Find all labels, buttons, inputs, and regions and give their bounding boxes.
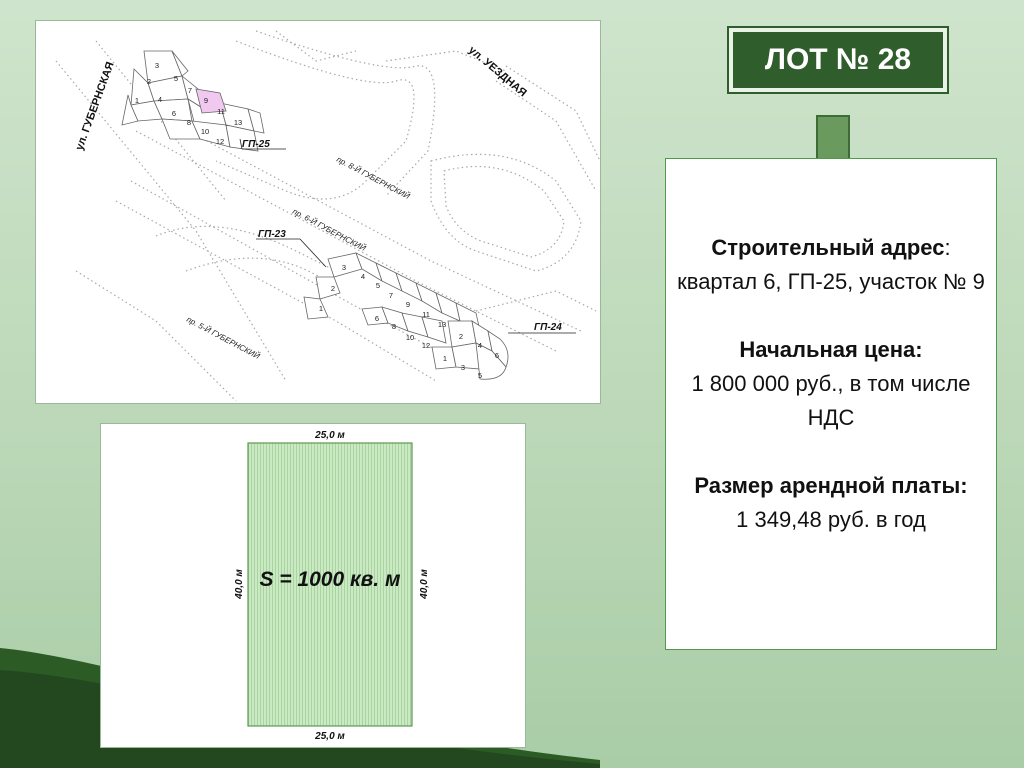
price-heading: Начальная цена: (739, 337, 923, 362)
street-label-uezdnaya: ул. УЕЗДНАЯ (466, 44, 529, 100)
svg-text:13: 13 (437, 320, 447, 329)
lane-label-8: пр. 8-Й ГУБЕРНСКИЙ (335, 154, 412, 201)
svg-text:5: 5 (173, 74, 179, 83)
svg-text:2: 2 (458, 332, 464, 341)
svg-text:13: 13 (233, 118, 243, 127)
rent-heading: Размер арендной платы: (694, 473, 968, 498)
rent-value: 1 349,48 руб. в год (736, 507, 926, 532)
svg-text:9: 9 (203, 96, 209, 105)
dim-right: 40,0 м (419, 569, 430, 599)
street-label-gubernskaya: ул. ГУБЕРНСКАЯ (73, 60, 117, 153)
svg-text:7: 7 (388, 291, 394, 300)
svg-text:12: 12 (215, 137, 225, 146)
plot-drawing (100, 423, 526, 748)
svg-text:5: 5 (477, 371, 483, 380)
svg-text:12: 12 (421, 341, 431, 350)
svg-text:11: 11 (217, 107, 225, 116)
plot-area-label: S = 1000 кв. м (259, 568, 401, 591)
svg-text:4: 4 (477, 341, 483, 350)
svg-text:11: 11 (422, 310, 430, 319)
svg-text:9: 9 (405, 300, 411, 309)
lot-badge (729, 28, 947, 92)
svg-text:3: 3 (341, 263, 347, 272)
svg-text:10: 10 (405, 333, 415, 342)
svg-text:1: 1 (134, 96, 140, 105)
svg-text:2: 2 (330, 284, 336, 293)
block-gp25 (122, 51, 264, 151)
dim-top: 25,0 м (315, 430, 345, 441)
svg-text:3: 3 (154, 61, 160, 70)
price-value: 1 800 000 руб., в том числе НДС (691, 371, 971, 430)
dim-left: 40,0 м (234, 569, 245, 599)
svg-text:2: 2 (146, 77, 152, 86)
svg-text:1: 1 (318, 304, 324, 313)
label-gp23: ГП-23 (258, 229, 286, 240)
info-panel (665, 158, 997, 650)
address-value: квартал 6, ГП-25, участок № 9 (677, 269, 985, 294)
lot-title: ЛОТ № 28 (764, 43, 912, 76)
dim-bottom: 25,0 м (315, 731, 345, 742)
site-map (35, 20, 601, 404)
lane-label-6: пр. 6-Й ГУБЕРНСКИЙ (291, 206, 368, 253)
svg-text:8: 8 (186, 118, 192, 127)
svg-text:6: 6 (494, 351, 500, 360)
svg-text:1: 1 (442, 354, 448, 363)
svg-text:5: 5 (375, 281, 381, 290)
svg-text:8: 8 (391, 322, 397, 331)
svg-text:7: 7 (187, 86, 193, 95)
label-gp25: ГП-25 (242, 139, 270, 150)
svg-text:6: 6 (374, 314, 380, 323)
address-heading: Строительный адрес: (711, 235, 951, 260)
svg-text:4: 4 (360, 272, 366, 281)
lane-label-5: пр. 5-Й ГУБЕРНСКИЙ (185, 314, 262, 361)
label-gp24: ГП-24 (534, 322, 562, 333)
svg-text:4: 4 (157, 95, 163, 104)
svg-text:10: 10 (200, 127, 210, 136)
svg-text:6: 6 (171, 109, 177, 118)
svg-text:3: 3 (460, 363, 466, 372)
